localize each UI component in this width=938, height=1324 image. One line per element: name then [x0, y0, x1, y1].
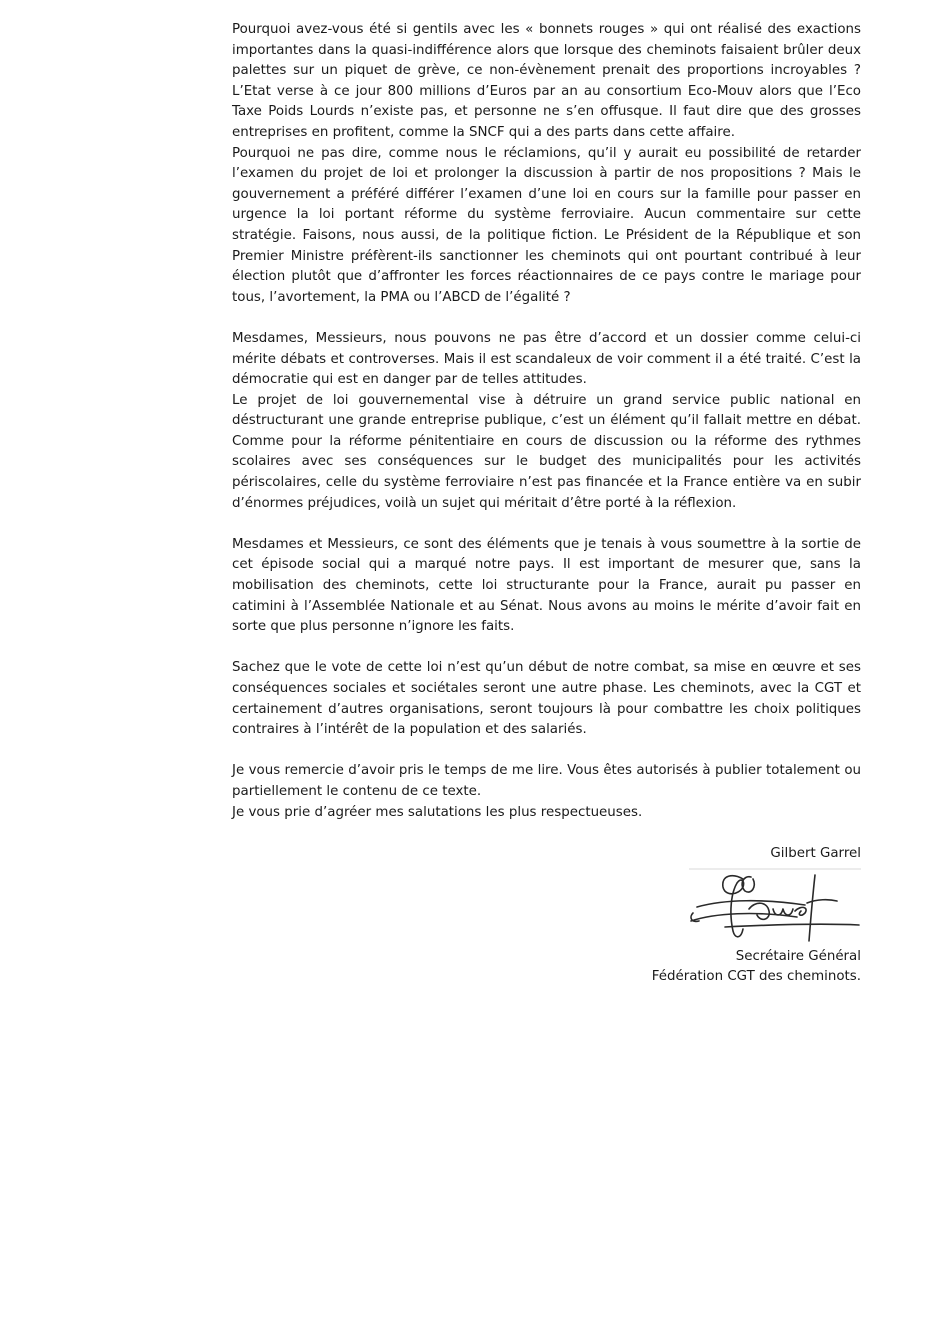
- paragraph-democratie: Mesdames, Messieurs, nous pouvons ne pas être d’accord et un dossier comme celui-ci mérite débats et controverses. Mais il est scandaleux de voir comment il a été traité. C’est la démocratie qui est en danger par de telles attitudes.: [232, 330, 861, 388]
- paragraph-bonnets-rouges: Pourquoi avez-vous été si gentils avec les « bonnets rouges » qui ont réalisé des exactions importantes dans la quasi-indifférence alors que lorsque des cheminots faisaient brûler deux palettes sur un piquet de grève, ce non-évènement prenait des proportions incroyables ? L’Etat verse à ce jour 800 millions d’Euros par an au consortium Eco-Mouv alors que l’Eco Taxe Poids Lourds n’existe pas, et personne ne s’en offusque. Il faut dire que des grosses entreprises en profitent, comme la SNCF qui a des parts dans cette affaire.: [232, 22, 861, 140]
- paragraph-episode-social: Mesdames et Messieurs, ce sont des éléments que je tenais à vous soumettre à la sortie de cet épisode social qui a marqué notre pays. Il est important de mesurer que, sans la mobilisation des cheminots, cette loi structurante pour la France, aurait pu passer en catimini à l’Assemblée Nationale et au Sénat. Nous avons au moins le mérite d’avoir fait en sorte que plus personne n’ignore les faits.: [232, 536, 861, 635]
- signatory-name: Gilbert Garrel: [770, 846, 861, 861]
- handwritten-signature: [685, 865, 861, 947]
- signature-block: [560, 844, 861, 988]
- paragraph-retarder-examen: Pourquoi ne pas dire, comme nous le réclamions, qu’il y aurait eu possibilité de retarder l’examen du projet de loi et prolonger la discussion à partir de nos propositions ? Mais le gouvernement a préféré différer l’examen d’une loi en cours sur la famille pour passer en urgence la loi portant réforme du système ferroviaire. Aucun commentaire sur cette stratégie. Faisons, nous aussi, de la politique fiction. Le Président de la République et son Premier Ministre préfèrent-ils sanctionner les cheminots qui ont pourtant contribué à leur élection plutôt que d’affronter les forces réactionnaires de ce pays contre le mariage pour tous, l’avortement, la PMA ou l’ABCD de l’égalité ?: [232, 145, 861, 305]
- letter-body: [232, 20, 861, 823]
- paragraph-remerciement: Je vous remercie d’avoir pris le temps de me lire. Vous êtes autorisés à publier totalement ou partiellement le contenu de ce texte.: [232, 763, 861, 799]
- paragraph-projet-de-loi: Le projet de loi gouvernemental vise à détruire un grand service public national en déstructurant une grande entreprise publique, c’est un élément qu’il fallait mettre en débat. Comme pour la réforme pénitentiaire en cours de discussion ou la réforme des rythmes scolaires avec ses conséquences sur le budget des municipalités pour les activités périscolaires, celle du système ferroviaire n’est pas financée et la France entière va en subir d’énormes préjudices, voilà un sujet qui méritait d’être porté à la réflexion.: [232, 392, 861, 511]
- paragraph-combat: Sachez que le vote de cette loi n’est qu’un début de notre combat, sa mise en œuvre et ses conséquences sociales et sociétales seront une autre phase. Les cheminots, avec la CGT et certainement d’autres organisations, seront toujours là pour combattre les choix politiques contraires à l’intérêt de la population et des salariés.: [232, 660, 861, 738]
- signatory-title: Secrétaire Général: [735, 948, 861, 964]
- paragraph-salutations: Je vous prie d’agréer mes salutations les plus respectueuses.: [232, 804, 643, 820]
- signatory-organization: Fédération CGT des cheminots.: [651, 969, 861, 985]
